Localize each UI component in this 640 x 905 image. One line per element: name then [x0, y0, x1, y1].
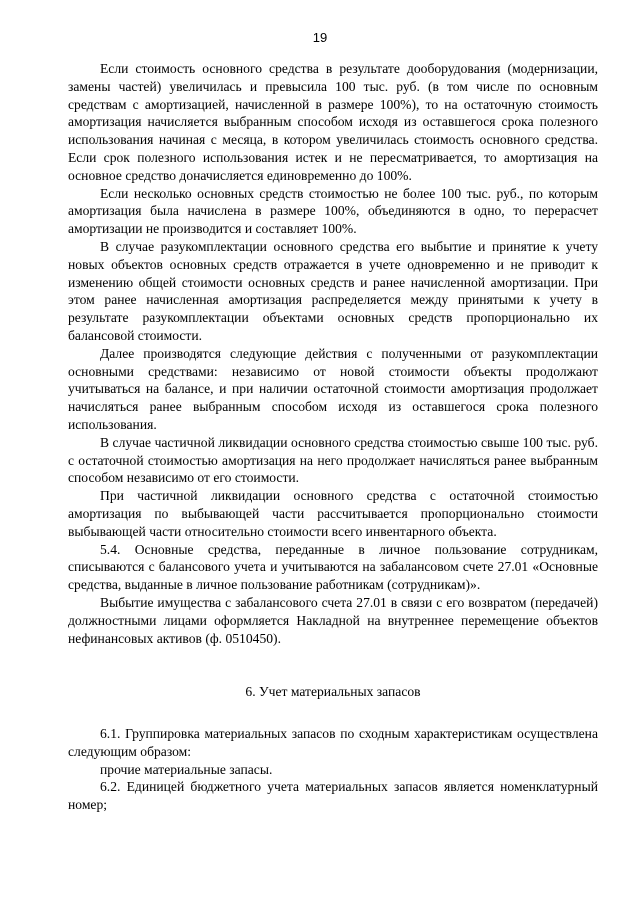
- paragraph: Если стоимость основного средства в результате дооборудования (модернизации, замены частей) увеличилась и превысила 100 тыс. руб. (в том числе по основным средствам с амортизацией, начисленной в размере 100%), то на остаточную стоимость амортизация начисляется выбранным способом исходя из оставшегося срока полезного использования начиная с месяца, в котором увеличилась стоимость основного средства. Если срок полезного использования истек и не пересматривается, то амортизация на основное средство доначисляется единовременно до 100%.: [68, 61, 598, 183]
- section-heading: 6. Учет материальных запасов: [245, 684, 421, 700]
- paragraph: Далее производятся следующие действия с полученными от разукомплектации основными средствами: независимо от новой стоимости объекты продолжают учитываться на балансе, и при наличии остаточной стоимости амортизация продолжает начисляться ранее выбранным способом исходя из оставшегося срока полезного использования.: [68, 345, 598, 432]
- paragraph: 6.2. Единицей бюджетного учета материальных запасов является номенклатурный номер;: [68, 779, 598, 813]
- paragraph: 5.4. Основные средства, переданные в личное пользование сотрудникам, списываются с балансового учета и учитываются на забалансовом счете 27.01 «Основные средства, выданные в личное пользование работникам (сотрудникам)».: [68, 541, 598, 593]
- paragraph: В случае разукомплектации основного средства его выбытие и принятие к учету новых объектов основных средств отражается в учете одновременно и не приводит к изменению общей стоимости основных средств и ранее начисленной амортизации. При этом ранее начисленная амортизация распределяется между принятыми к учету в результате разукомплектации объектами основных средств пропорционально их балансовой стоимости.: [68, 238, 598, 343]
- document-body: [68, 60, 598, 814]
- paragraph: прочие материальные запасы.: [100, 761, 273, 777]
- page-number: 19: [312, 30, 328, 45]
- section-spacer: [68, 647, 598, 683]
- paragraph: При частичной ликвидации основного средства с остаточной стоимостью амортизация по выбывающей части рассчитывается пропорционально стоимости выбывающей части относительно стоимости всего инвентарного объекта.: [68, 488, 598, 539]
- paragraph: Если несколько основных средств стоимостью не более 100 тыс. руб., по которым амортизация была начислена в размере 100%, объединяются в одно, то перерасчет амортизации не производится и составляет 100%.: [68, 185, 598, 237]
- paragraph: 6.1. Группировка материальных запасов по сходным характеристикам осуществлена следующим образом:: [68, 726, 598, 759]
- paragraph: Выбытие имущества с забалансового счета 27.01 в связи с его возвратом (передачей) должностными лицами оформляется Накладной на внутреннее перемещение объектов нефинансовых активов (ф. 0510450).: [68, 594, 598, 646]
- paragraph: В случае частичной ликвидации основного средства стоимостью свыше 100 тыс. руб. с остаточной стоимостью амортизация на него продолжает начисляться ранее выбранным способом независимо от его стоимости.: [68, 434, 598, 486]
